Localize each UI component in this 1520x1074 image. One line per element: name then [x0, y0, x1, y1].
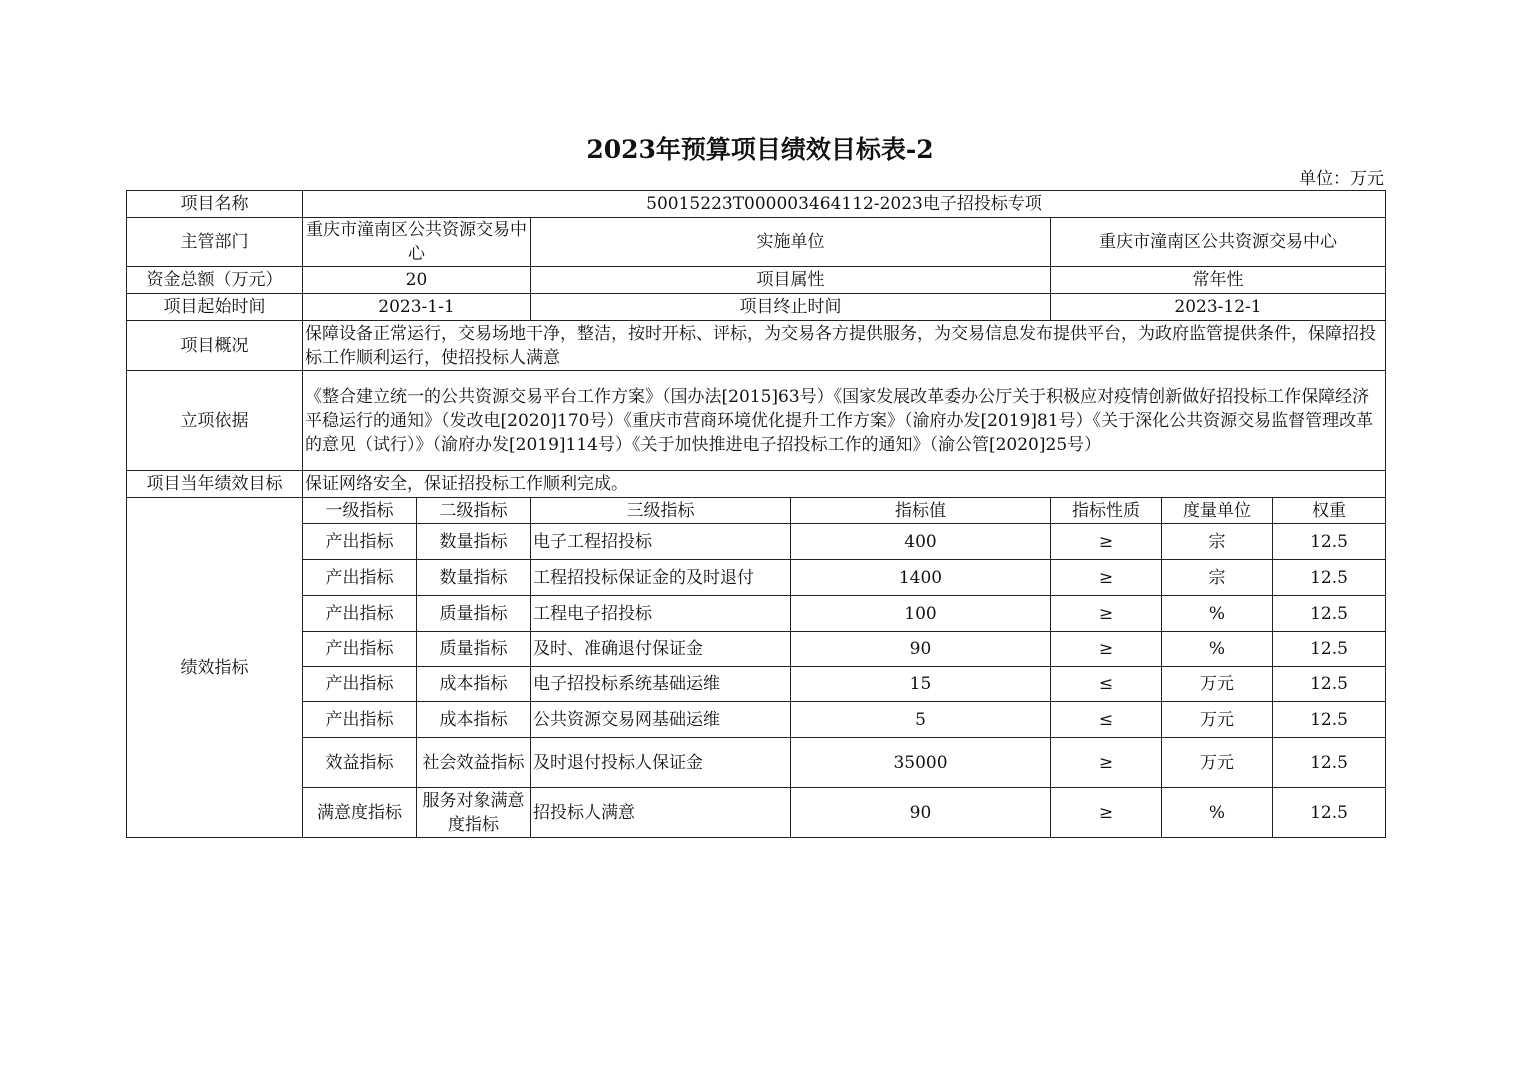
overview-label: 项目概况	[127, 321, 303, 371]
header-unit: 度量单位	[1162, 498, 1273, 524]
level3-cell: 电子工程招投标	[531, 524, 791, 560]
unit-cell: 宗	[1162, 560, 1273, 596]
goal-value: 保证网络安全，保证招投标工作顺利完成。	[303, 471, 1386, 498]
nature-cell: ≥	[1051, 560, 1162, 596]
nature-cell: ≥	[1051, 596, 1162, 632]
page-title: 2023年预算项目绩效目标表-2	[586, 135, 934, 164]
project-name-value: 50015223T000003464112-2023电子招投标专项	[303, 191, 1386, 218]
indicators-section-label: 绩效指标	[127, 498, 303, 838]
fund-label: 资金总额（万元）	[127, 267, 303, 294]
level1-cell: 产出指标	[303, 667, 417, 702]
start-value: 2023-1-1	[303, 294, 531, 321]
level3-cell: 电子招投标系统基础运维	[531, 667, 791, 702]
level1-cell: 满意度指标	[303, 788, 417, 838]
indicator-header-row	[127, 498, 1386, 524]
table-row	[127, 667, 1386, 702]
impl-value: 重庆市潼南区公共资源交易中心	[1051, 218, 1386, 267]
attr-value: 常年性	[1051, 267, 1386, 294]
header-nature: 指标性质	[1051, 498, 1162, 524]
nature-cell: ≤	[1051, 702, 1162, 738]
header-level1: 一级指标	[303, 498, 417, 524]
unit-cell: %	[1162, 632, 1273, 667]
unit-cell: 宗	[1162, 524, 1273, 560]
level3-cell: 及时退付投标人保证金	[531, 738, 791, 788]
row-project-name	[127, 191, 1386, 218]
row-basis	[127, 371, 1386, 471]
weight-cell: 12.5	[1273, 702, 1386, 738]
header-level2: 二级指标	[417, 498, 531, 524]
level1-cell: 产出指标	[303, 702, 417, 738]
weight-cell: 12.5	[1273, 632, 1386, 667]
value-cell: 15	[791, 667, 1051, 702]
weight-cell: 12.5	[1273, 524, 1386, 560]
fund-value: 20	[303, 267, 531, 294]
row-period	[127, 294, 1386, 321]
value-cell: 1400	[791, 560, 1051, 596]
level1-cell: 产出指标	[303, 632, 417, 667]
level3-cell: 工程招投标保证金的及时退付	[531, 560, 791, 596]
row-overview	[127, 321, 1386, 371]
weight-cell: 12.5	[1273, 788, 1386, 838]
unit-cell: %	[1162, 596, 1273, 632]
level1-cell: 效益指标	[303, 738, 417, 788]
header-weight: 权重	[1273, 498, 1386, 524]
level2-cell: 数量指标	[417, 524, 531, 560]
table-row	[127, 524, 1386, 560]
weight-cell: 12.5	[1273, 596, 1386, 632]
level2-cell: 服务对象满意度指标	[417, 788, 531, 838]
dept-value: 重庆市潼南区公共资源交易中心	[303, 218, 531, 267]
weight-cell: 12.5	[1273, 560, 1386, 596]
table-row	[127, 788, 1386, 838]
level3-cell: 工程电子招投标	[531, 596, 791, 632]
level2-cell: 社会效益指标	[417, 738, 531, 788]
row-fund	[127, 267, 1386, 294]
weight-cell: 12.5	[1273, 738, 1386, 788]
row-department	[127, 218, 1386, 267]
attr-label: 项目属性	[531, 267, 1051, 294]
header-value: 指标值	[791, 498, 1051, 524]
value-cell: 5	[791, 702, 1051, 738]
nature-cell: ≥	[1051, 788, 1162, 838]
start-label: 项目起始时间	[127, 294, 303, 321]
value-cell: 100	[791, 596, 1051, 632]
level1-cell: 产出指标	[303, 524, 417, 560]
impl-label: 实施单位	[531, 218, 1051, 267]
level3-cell: 招投标人满意	[531, 788, 791, 838]
project-name-label: 项目名称	[127, 191, 303, 218]
row-goal	[127, 471, 1386, 498]
value-cell: 35000	[791, 738, 1051, 788]
header-level3: 三级指标	[531, 498, 791, 524]
goal-label: 项目当年绩效目标	[127, 471, 303, 498]
basis-label: 立项依据	[127, 371, 303, 471]
table-row	[127, 596, 1386, 632]
level2-cell: 质量指标	[417, 596, 531, 632]
end-value: 2023-12-1	[1051, 294, 1386, 321]
unit-label: 单位：万元	[1299, 169, 1384, 189]
level1-cell: 产出指标	[303, 560, 417, 596]
level2-cell: 成本指标	[417, 667, 531, 702]
table-row	[127, 632, 1386, 667]
unit-cell: 万元	[1162, 738, 1273, 788]
unit-cell: %	[1162, 788, 1273, 838]
table-row	[127, 738, 1386, 788]
overview-value: 保障设备正常运行，交易场地干净，整洁，按时开标、评标，为交易各方提供服务，为交易信息发布提供平台，为政府监管提供条件，保障招投标工作顺利运行，使招投标人满意	[303, 321, 1386, 371]
performance-table	[126, 190, 1386, 838]
level2-cell: 成本指标	[417, 702, 531, 738]
unit-cell: 万元	[1162, 667, 1273, 702]
nature-cell: ≥	[1051, 524, 1162, 560]
nature-cell: ≥	[1051, 738, 1162, 788]
value-cell: 90	[791, 632, 1051, 667]
end-label: 项目终止时间	[531, 294, 1051, 321]
value-cell: 400	[791, 524, 1051, 560]
value-cell: 90	[791, 788, 1051, 838]
basis-value: 《整合建立统一的公共资源交易平台工作方案》（国办法[2015]63号）《国家发展改革委办公厅关于积极应对疫情创新做好招投标工作保障经济平稳运行的通知》（发改电[2020]170号）《重庆市营商环境优化提升工作方案》（渝府办发[2019]81号）《关于深化公共资源交易监督管理改革的意见（试行）》（渝府办发[2019]114号）《关于加快推进电子招投标工作的通知》（渝公管[2020]25号）	[303, 371, 1386, 471]
level1-cell: 产出指标	[303, 596, 417, 632]
level2-cell: 数量指标	[417, 560, 531, 596]
dept-label: 主管部门	[127, 218, 303, 267]
nature-cell: ≥	[1051, 632, 1162, 667]
table-row	[127, 702, 1386, 738]
table-row	[127, 560, 1386, 596]
unit-cell: 万元	[1162, 702, 1273, 738]
level3-cell: 公共资源交易网基础运维	[531, 702, 791, 738]
level3-cell: 及时、准确退付保证金	[531, 632, 791, 667]
nature-cell: ≤	[1051, 667, 1162, 702]
weight-cell: 12.5	[1273, 667, 1386, 702]
level2-cell: 质量指标	[417, 632, 531, 667]
